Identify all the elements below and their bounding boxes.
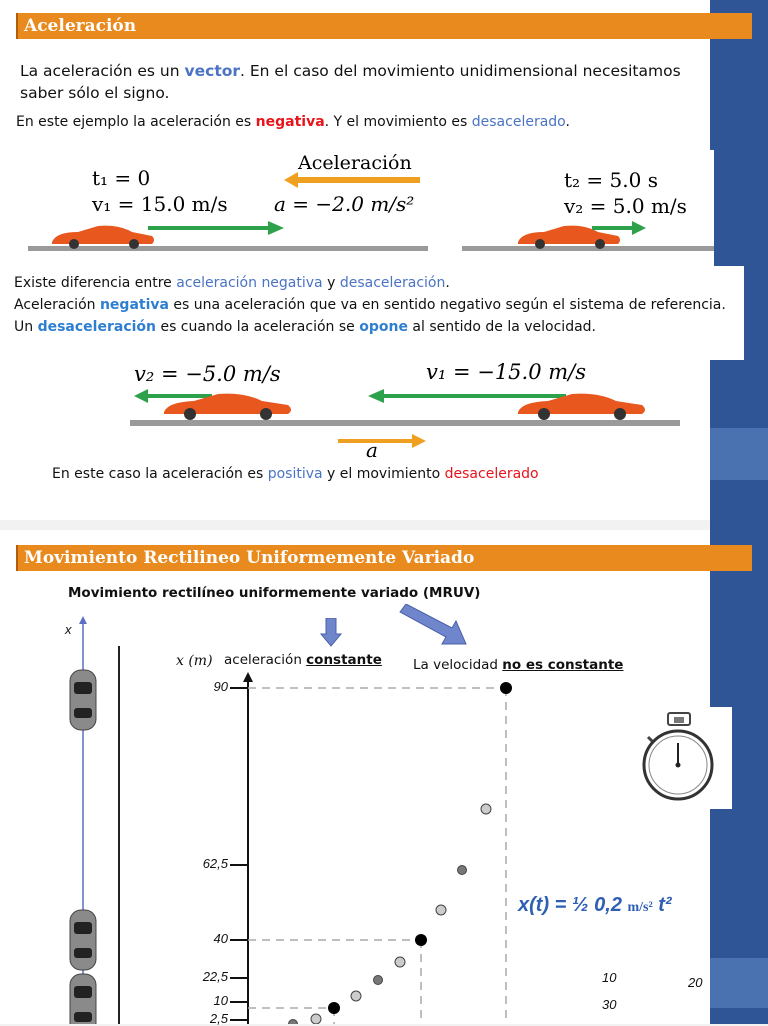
a-label: a: [366, 438, 378, 462]
def2-part: es cuando la aceleración se: [156, 319, 360, 335]
a-value: a = −2.0 m/s²: [274, 192, 415, 216]
def1-part: Aceleración: [14, 297, 100, 313]
y-tick-label: 22,5: [202, 969, 228, 984]
position-point: [436, 905, 446, 915]
keyword-opone: opone: [359, 319, 408, 335]
keyword-desacelerado: desacelerado: [471, 114, 566, 130]
formula-unit: m/s²: [627, 900, 653, 915]
case-part: y el movimiento: [322, 466, 445, 482]
position-point: [481, 804, 491, 814]
case-text: [52, 466, 539, 482]
car-top-icon: [67, 972, 99, 1024]
keyword-desaceleracion-2: desaceleración: [37, 319, 156, 335]
position-point: [328, 1002, 340, 1014]
x-unit-label: x (m): [176, 653, 213, 669]
figure-1: [8, 150, 714, 266]
y-tick-label: 40: [213, 931, 228, 946]
keyword-aceleracion-negativa: aceleración negativa: [176, 275, 323, 291]
slide-sidebar: [710, 0, 768, 1024]
t2-label: t₂ = 5.0 s: [564, 168, 658, 192]
velocity-arrow-right-short: [592, 220, 648, 236]
formula-part: t²: [652, 894, 672, 916]
formula-part: x(t) = ½ 0,2: [518, 894, 628, 916]
intro-part: La aceleración es un: [20, 62, 185, 80]
position-point: [395, 957, 405, 967]
y-tick-label: 62,5: [202, 856, 228, 871]
def1-part: es una aceleración que va en sentido negativo según el sistema de referencia.: [168, 297, 726, 313]
position-point: [311, 1014, 321, 1024]
slide-2-title: Movimiento Rectilineo Uniformemente Variado: [16, 545, 752, 571]
example-text: [16, 114, 570, 130]
position-point: [458, 866, 467, 875]
sidebar-tile: [710, 958, 768, 1008]
road-3: [130, 420, 680, 426]
definition-panel: [8, 266, 744, 360]
velocity-arrow-right: [148, 220, 288, 236]
y-tick-label: 90: [213, 679, 228, 694]
car-icon: [48, 222, 158, 250]
car-top-icon: [67, 908, 99, 972]
def2-part: Un: [14, 319, 38, 335]
mruv-subtitle: Movimiento rectilíneo uniformemente variado (MRUV): [68, 585, 481, 601]
car-icon: [512, 390, 652, 420]
case-part: En este caso la aceleración es: [52, 466, 268, 482]
def1-line: [14, 294, 744, 316]
diagonal-arrow-icon: [398, 604, 468, 648]
velocity-label: [413, 657, 623, 673]
x-axis-side-label: x: [65, 622, 72, 637]
car-top-icon: [67, 668, 99, 732]
v2-label: v₂ = 5.0 m/s: [564, 194, 687, 218]
position-chart: [196, 672, 526, 1024]
position-formula: [518, 894, 672, 917]
keyword-desacelerado-2: desacelerado: [444, 466, 539, 482]
position-point: [374, 976, 383, 985]
example-part: En este ejemplo la aceleración es: [16, 114, 256, 130]
stopwatch-panel: [628, 707, 732, 809]
position-point: [415, 934, 427, 946]
intro-part: . En el caso del movimiento unidimensional necesitamos saber sólo el signo.: [20, 62, 681, 102]
diff-part: y: [322, 275, 340, 291]
definition-text: [14, 272, 744, 338]
keyword-negativa-2: negativa: [99, 297, 169, 313]
accel-arrow-left: [284, 172, 424, 188]
accel-constant-label: [224, 652, 382, 668]
road-line: [118, 646, 120, 1024]
x-m-label: [176, 653, 213, 669]
keyword-negativa: negativa: [255, 114, 325, 130]
v1-label: v₁ = 15.0 m/s: [92, 192, 228, 216]
def2-line: [14, 316, 744, 338]
velocity-keyword: no es constante: [502, 657, 624, 673]
diff-part: .: [445, 275, 450, 291]
example-part: .: [565, 114, 570, 130]
table-value: 10: [602, 970, 617, 985]
car-icon: [158, 390, 298, 420]
accel-arrow-right: [338, 434, 428, 448]
accel-title: Aceleración: [298, 152, 412, 174]
accel-constant-keyword: constante: [306, 652, 382, 668]
velocity-part: La velocidad: [413, 657, 503, 673]
accel-part: aceleración: [224, 652, 307, 668]
table-value: 20: [688, 975, 703, 990]
position-point: [351, 991, 361, 1001]
diff-part: Existe diferencia entre: [14, 275, 177, 291]
sidebar-tile: [710, 428, 768, 480]
figure-2: [130, 360, 684, 462]
keyword-desaceleracion: desaceleración: [339, 275, 446, 291]
def2-part: al sentido de la velocidad.: [407, 319, 596, 335]
intro-text: [20, 60, 705, 104]
keyword-positiva: positiva: [267, 466, 323, 482]
diff-line: [14, 272, 744, 294]
y-tick-label: 2,5: [209, 1011, 228, 1026]
t1-label: t₁ = 0: [92, 166, 151, 190]
slide-1-title: Aceleración: [16, 13, 752, 39]
y-axis-arrowhead: [243, 672, 253, 682]
table-value: 30: [602, 997, 617, 1012]
position-point: [289, 1020, 298, 1025]
v2-negative-label: v₂ = −5.0 m/s: [134, 362, 281, 386]
stopwatch-icon: [628, 707, 732, 809]
y-tick-label: 10: [213, 993, 228, 1008]
keyword-vector: vector: [184, 62, 241, 80]
example-part: . Y el movimiento es: [324, 114, 472, 130]
position-point: [500, 682, 512, 694]
v1-negative-label: v₁ = −15.0 m/s: [426, 360, 587, 384]
down-arrow-icon: [320, 618, 342, 648]
